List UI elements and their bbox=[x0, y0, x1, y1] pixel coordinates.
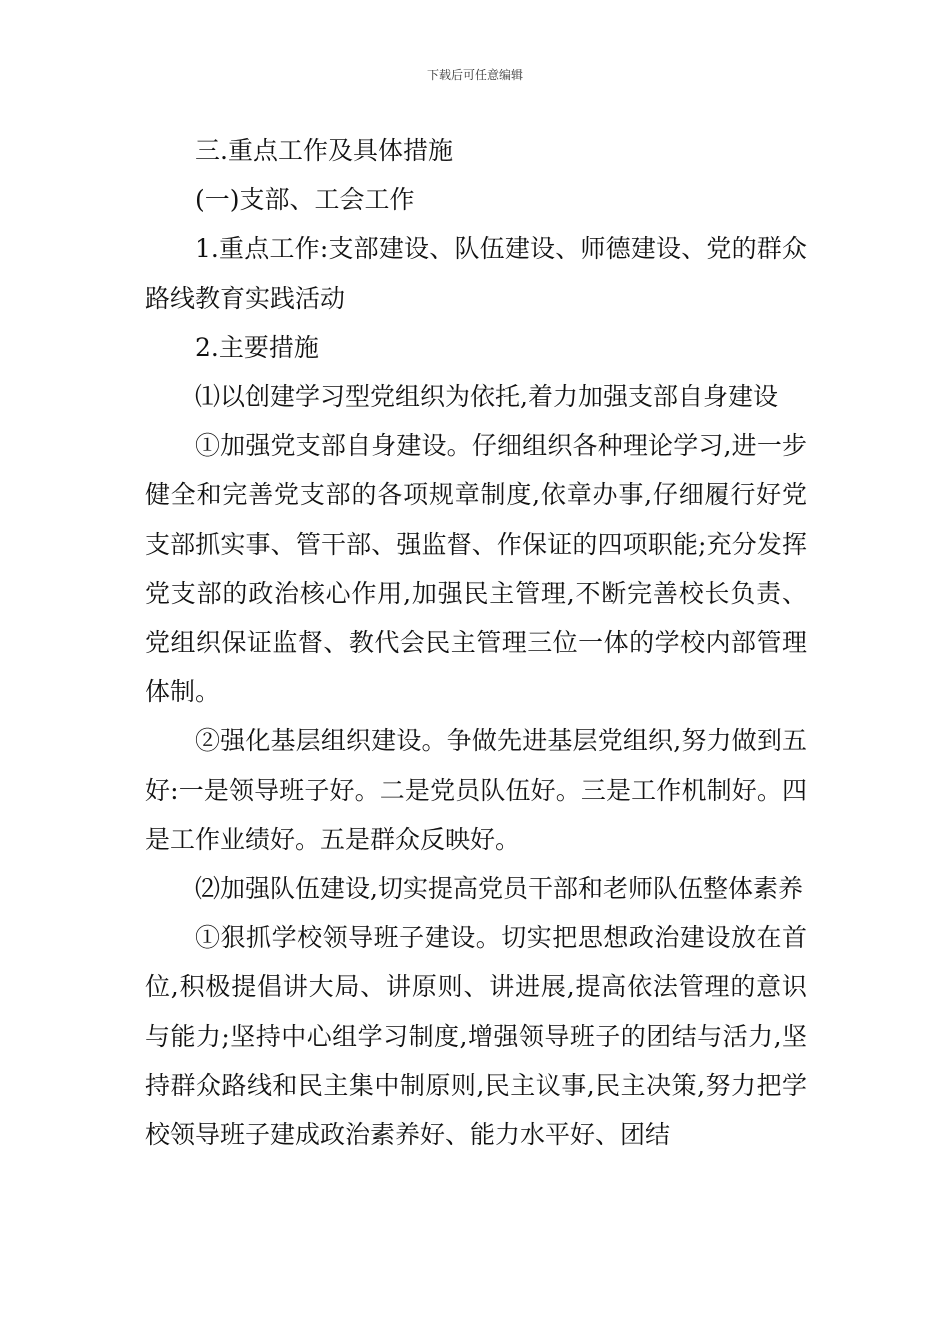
paragraph-measure-1-a: ①加强党支部自身建设。仔细组织各种理论学习,进一步健全和完善党支部的各项规章制度,依章办事,仔细履行好党支部抓实事、管干部、强监督、作保证的四项职能;充分发挥党支部的政治核心作用,加强民主管理,不断完善校长负责、党组织保证监督、教代会民主管理三位一体的学校内部管理体制。 bbox=[145, 431, 807, 707]
paragraph-measure-1-b: ②强化基层组织建设。争做先进基层党组织,努力做到五好:一是领导班子好。二是党员队伍好。三是工作机制好。四是工作业绩好。五是群众反映好。 bbox=[145, 726, 807, 854]
paragraph-measure-2: ⑵加强队伍建设,切实提高党员干部和老师队伍整体素养 bbox=[195, 874, 803, 904]
paragraph-measure-2-a: ①狠抓学校领导班子建设。切实把思想政治建设放在首位,积极提倡讲大局、讲原则、讲进展,提高依法管理的意识与能力;坚持中心组学习制度,增强领导班子的团结与活力,坚持群众路线和民主集中制原则,民主议事,民主决策,努力把学校领导班子建成政治素养好、能力水平好、团结 bbox=[145, 923, 807, 1150]
paragraph-main-measures: 2.主要措施 bbox=[195, 332, 319, 362]
subsection-heading: (一)支部、工会工作 bbox=[195, 185, 415, 215]
paragraph-measure-1: ⑴以创建学习型党组织为依托,着力加强支部自身建设 bbox=[195, 382, 778, 412]
body-text bbox=[145, 126, 807, 1159]
section-heading: 三.重点工作及具体措施 bbox=[195, 136, 453, 165]
paragraph-key-work: 1.重点工作:支部建设、队伍建设、师德建设、党的群众路线教育实践活动 bbox=[145, 234, 807, 313]
header-note: 下载后可任意编辑 bbox=[426, 68, 523, 82]
